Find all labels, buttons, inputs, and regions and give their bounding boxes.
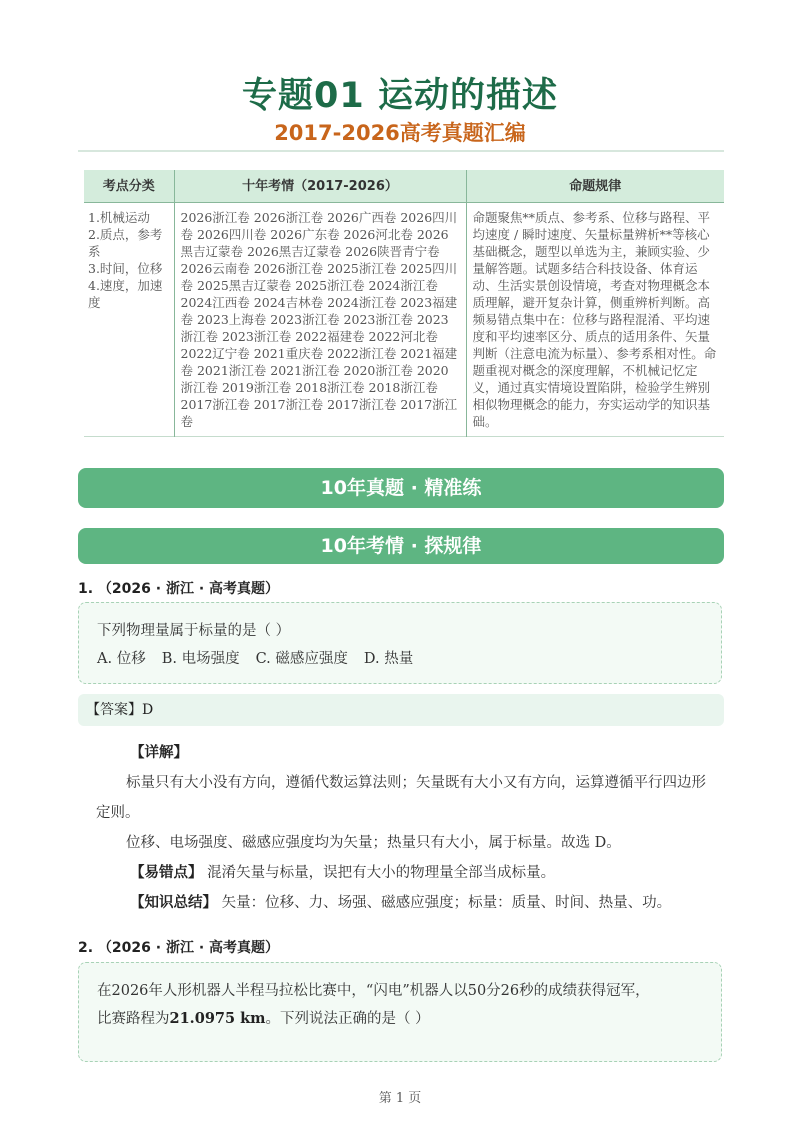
summary-text: 矢量：位移、力、场强、磁感应强度；标量：质量、时间、热量、功。 xyxy=(217,895,672,911)
column-header-pattern: 命题规律 xyxy=(466,170,724,203)
question-2-box xyxy=(78,962,722,1062)
question-1-header: 1. （2026 · 浙江 · 高考真题） xyxy=(78,581,280,597)
category-item: 1.机械运动 xyxy=(88,210,150,225)
summary-label: 【知识总结】 xyxy=(130,894,217,911)
distance-value: 21.0975 km xyxy=(169,1010,266,1027)
title-divider xyxy=(78,150,724,152)
page-title: 专题01 运动的描述 xyxy=(242,76,558,116)
summary-table xyxy=(84,170,724,437)
mistake-text: 混淆矢量与标量，误把有大小的物理量全部当成标量。 xyxy=(202,865,556,881)
detail-paragraph-2: 位移、电场强度、磁感应强度均为矢量；热量只有大小，属于标量。故选 D。 xyxy=(126,835,621,851)
question-2-header: 2. （2026 · 浙江 · 高考真题） xyxy=(78,940,280,956)
option-a: A. 位移 xyxy=(97,651,146,667)
stem-prefix: 比赛路程为 xyxy=(97,1011,170,1027)
detail-paragraph-1: 标量只有大小没有方向，遵循代数运算法则；矢量既有大小又有方向，运算遵循平行四边形定则。 xyxy=(96,775,706,821)
column-header-history: 十年考情（2017-2026） xyxy=(174,170,466,203)
category-cell xyxy=(84,203,174,437)
question-1-box xyxy=(78,602,722,684)
category-item: 2.质点，参考系 xyxy=(88,227,163,259)
option-b: B. 电场强度 xyxy=(161,651,240,667)
question-2-stem-line-1: 在2026年人形机器人半程马拉松比赛中，“闪电”机器人以50分26秒的成绩获得冠军， xyxy=(97,983,650,999)
pattern-cell: 命题聚焦**质点、参考系、位移与路程、平均速度 / 瞬时速度、矢量标量辨析**等核心基础概念，题型以单选为主，兼顾实验、少量解答题。试题多结合科技设备、体育运动、生活实景创设情境，考查对物理概念本质理解，避开复杂计算，侧重辨析判断。高频易错点集中在：位移与路程混淆、平均速度和平均速率区分、质点的适用条件、矢量判断（注意电流为标量）、参考系相对性。命题重视对概念的深度理解，不机械记忆定义，通过真实情境设置陷阱，检验学生辨别相似物理概念的能力，夯实运动学的知识基础。 xyxy=(472,210,717,429)
section-band-trend: 10年考情 · 探规律 xyxy=(78,528,724,564)
summary-line xyxy=(96,888,726,918)
category-item: 4.速度，加速度 xyxy=(88,278,163,310)
explanation-block xyxy=(96,738,726,918)
question-1-options xyxy=(97,645,703,673)
option-c: C. 磁感应强度 xyxy=(255,651,348,667)
option-d: D. 热量 xyxy=(363,651,414,667)
mistake-line xyxy=(96,858,726,888)
page-subtitle: 2017-2026高考真题汇编 xyxy=(274,121,526,145)
detail-title: 【详解】 xyxy=(130,744,188,761)
mistake-label: 【易错点】 xyxy=(130,864,203,881)
table-row xyxy=(84,203,724,437)
stem-suffix: 。下列说法正确的是（ ） xyxy=(265,1011,430,1027)
column-header-category: 考点分类 xyxy=(84,170,174,203)
question-2-stem-line-2 xyxy=(97,1005,703,1033)
answer-bar: 【答案】D xyxy=(78,694,724,726)
table-header-row xyxy=(84,170,724,203)
category-item: 3.时间，位移 xyxy=(88,261,163,276)
exam-history-cell: 2026浙江卷 2026浙江卷 2026广西卷 2026四川卷 2026四川卷 2026广东卷 2026河北卷 2026黑吉辽蒙卷 2026黑吉辽蒙卷 2026陕晋青宁卷 2026云南卷 2026浙江卷 2025浙江卷 2025四川卷 2025黑吉辽蒙卷 2025浙江卷 2024浙江卷 2024江西卷 2024吉林卷 2024浙江卷 2023福建卷 2023上海卷 2023浙江卷 2023浙江卷 2023浙江卷 2023浙江卷 2022福建卷 2022河北卷 2022辽宁卷 2021重庆卷 2022浙江卷 2021福建卷 2021浙江卷 2021浙江卷 2020浙江卷 2020浙江卷 2019浙江卷 2018浙江卷 2018浙江卷 2017浙江卷 2017浙江卷 2017浙江卷 2017浙江卷 xyxy=(174,203,466,437)
question-1-stem: 下列物理量属于标量的是（ ） xyxy=(97,623,291,639)
page-number: 第 1 页 xyxy=(378,1091,422,1106)
section-band-practice: 10年真题 · 精准练 xyxy=(78,468,724,508)
